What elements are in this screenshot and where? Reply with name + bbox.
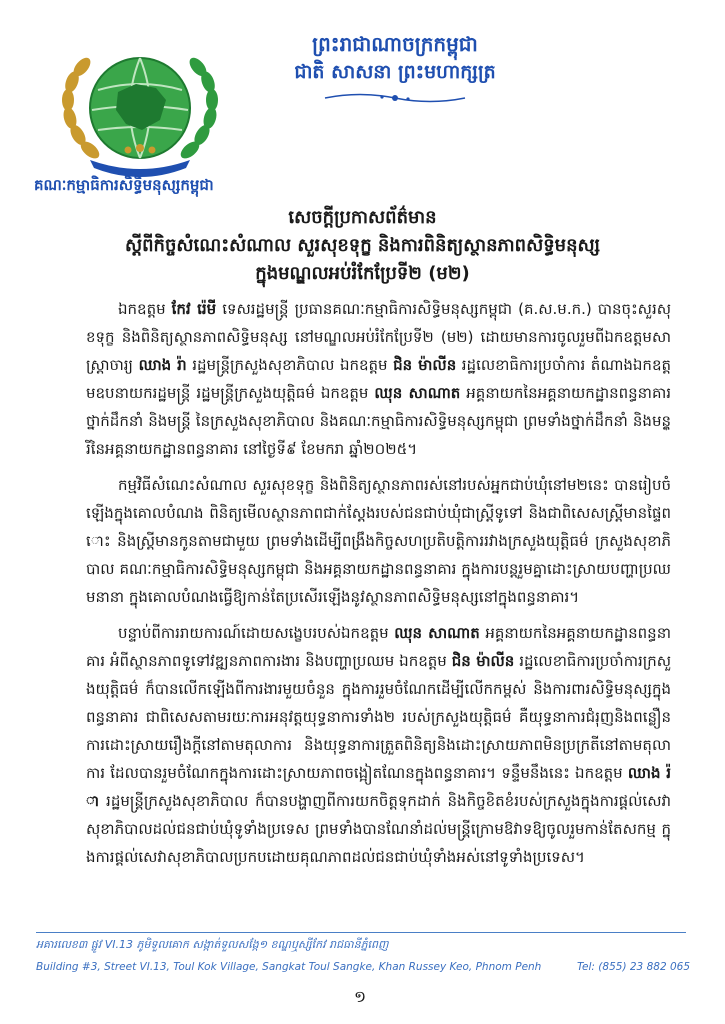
chc-logo-globe-wreath-icon — [40, 40, 240, 190]
person-name: ឈាង រ៉ា — [86, 764, 671, 810]
text-run: ទេសរដ្ឋមន្ត្រី ប្រធានគណៈកម្មាធិការសិទ្ធិមនុស្សកម្ពុជា (គ.ស.ម.ក.) បានចុះសួរសុខទុក្ខ និងពិនិត្យស្ថានភាពសិទ្ធិមនុស្ស នៅមណ្ឌលអប់រំកែប្រែទី២ (ម២) ដោយមានការចូលរួមពីឯកឧត្តមសាស្ត្រាចារ្យ — [86, 300, 671, 374]
document-body — [86, 295, 671, 879]
text-run: រដ្ឋលេខាធិការប្រចាំការ តំណាងឯកឧត្តមឧបនាយករដ្ឋមន្ត្រី រដ្ឋមន្ត្រីក្រសួងយុត្តិធម៌ ឯកឧត្តម — [86, 356, 671, 402]
person-name: កែវ រ៉េមី — [171, 300, 217, 318]
paragraph-2: កម្មវិធីសំណេះសំណាល សួរសុខទុក្ខ និងពិនិត្យស្ថានភាពរស់នៅរបស់អ្នកជាប់ឃុំនៅម២នេះ បានរៀបចំឡើងក្នុងគោលបំណង ពិនិត្យមើលស្ថានភាពជាក់ស្តែងរបស់ជនជាប់ឃុំជាស្ត្រីទូទៅ និងជាពិសេសស្ត្រីមានផ្ទៃពោះ និងស្ត្រីមានកូនតាមជាមួយ ព្រមទាំងដើម្បីពង្រឹងកិច្ចសហប្រតិបត្តិការរវាងក្រសួងយុត្តិធម៌ ក្រសួងសុខាភិបាល គណៈកម្មាធិការសិទ្ធិមនុស្សកម្ពុជា និងអគ្គនាយកដ្ឋានពន្ធនាគារ ក្នុងការបន្តរួមគ្នាដោះស្រាយបញ្ហាប្រឈមនានា ក្នុងគោលបំណងធ្វើឱ្យកាន់តែប្រសើរឡើងនូវស្ថានភាពសិទ្ធិមនុស្សនៅក្នុងពន្ធនាគារ។ — [86, 476, 671, 606]
person-name: ជិន ម៉ាលីន — [393, 356, 457, 374]
person-name: ជិន ម៉ាលីន — [451, 652, 515, 670]
text-run: អគ្គនាយកនៃអគ្គនាយកដ្ឋានពន្ធនាគារ ថ្នាក់ដឹកនាំ និងមន្ត្រី នៃក្រសួងសុខាភិបាល និងគណៈកម្មាធិការសិទ្ធិមនុស្សកម្ពុជា ព្រមទាំងថ្នាក់ដឹកនាំ និងមន្ត្រីនៃអគ្គនាយកដ្ឋានពន្ធនាគារ នៅថ្ងៃទី៩ ខែមករា ឆ្នាំ២០២៥។ — [86, 384, 671, 458]
khmer-ornament-divider-icon — [320, 90, 470, 104]
text-run: រដ្ឋមន្ត្រីក្រសួងសុខាភិបាល ក៏បានបង្ហាញពីការយកចិត្តទុកដាក់ និងកិច្ចខិតខំរបស់ក្រសួងក្នុងការផ្តល់សេវាសុខាភិបាលដល់ជនជាប់ឃុំទូទាំងប្រទេស ព្រមទាំងបានណែនាំដល់មន្ត្រីក្រោមឱវាទឱ្យចូលរួមកាន់តែសកម្ម ក្នុងការផ្តល់សេវាសុខាភិបាលប្រកបដោយគុណភាពដល់ជនជាប់ឃុំទាំងអស់នៅទូទាំងប្រទេស។ — [86, 792, 671, 866]
footer-address-kh: អគារលេខ៣ ផ្លូវ VI.13 ភូមិទួលគោក សង្កាត់ទួលសង្កែ១ ខណ្ឌឬស្សីកែវ រាជធានីភ្នំពេញ — [36, 938, 389, 951]
title-line2: ស្តីពីកិច្ចសំណេះសំណាល សួរសុខទុក្ខ និងការពិនិត្យស្ថានភាពសិទ្ធិមនុស្ស — [124, 235, 600, 256]
person-name: ឈុន សាណាត — [394, 624, 480, 642]
text-run: បន្ទាប់ពីការរាយការណ៍ដោយសង្ខេបរបស់ឯកឧត្តម — [118, 624, 395, 642]
text-run: រដ្ឋមន្ត្រីក្រសួងសុខាភិបាល ឯកឧត្តម — [186, 356, 394, 374]
text-run: អគ្គនាយកនៃអគ្គនាយកដ្ឋានពន្ធនាគារ អំពីស្ថានភាពទូទៅវឌ្ឍនភាពការងារ និងបញ្ហាប្រឈម ឯកឧត្តម — [86, 624, 671, 670]
text-run: រដ្ឋលេខាធិការប្រចាំការក្រសួងយុត្តិធម៌ ក៏បានលើកឡើងពីការងារមួយចំនួន ក្នុងការរួមចំណែកដើម្បីលើកកម្ពស់ និងការពារសិទ្ធិមនុស្សក្នុងពន្ធនាគារ ជាពិសេសតាមរយៈការអនុវត្តយុទ្ធនាការទាំង២ របស់ក្រសួងយុត្តិធម៌ គឺយុទ្ធនាការជំរុញនិងពន្លឿនការដោះស្រាយរឿងក្តីនៅតាមតុលាការ និងយុទ្ធនាការត្រួតពិនិត្យនិងដោះស្រាយភាពមិនប្រក្រតីនៅតាមតុលាការ ដែលបានរួមចំណែកក្នុងការដោះស្រាយភាពចង្អៀតណែនក្នុងពន្ធនាគារ។ ទន្ទឹមនឹងនេះ ឯកឧត្តម — [86, 652, 672, 782]
kingdom-heading — [280, 30, 510, 104]
paragraph-3 — [86, 619, 671, 871]
kingdom-line1: ព្រះរាជាណាចក្រកម្ពុជា — [312, 32, 478, 56]
title-line1: សេចក្តីប្រកាសព័ត៌មាន — [288, 207, 437, 228]
person-name: ឈាង រ៉ា — [138, 356, 187, 374]
footer-telephone: Tel: (855) 23 882 065 — [576, 961, 690, 973]
title-line3: ក្នុងមណ្ឌលអប់រំកែប្រែទី២ (ម២) — [255, 263, 470, 284]
text-run: ឯកឧត្តម — [118, 300, 172, 318]
footer-divider — [36, 932, 686, 933]
kingdom-line2: ជាតិ សាសនា ព្រះមហាក្សត្រ — [294, 61, 496, 83]
paragraph-1 — [86, 295, 671, 463]
org-name: គណៈកម្មាធិការសិទ្ធិមនុស្សកម្ពុជា — [34, 176, 214, 194]
footer-address-en: Building #3, Street VI.13, Toul Kok Village, Sangkat Toul Sangke, Khan Russey Keo, Phnom Penh — [36, 961, 542, 973]
person-name: ឈុន សាណាត — [374, 384, 461, 402]
document-title — [60, 204, 665, 288]
page-number: ១ — [353, 987, 367, 1006]
